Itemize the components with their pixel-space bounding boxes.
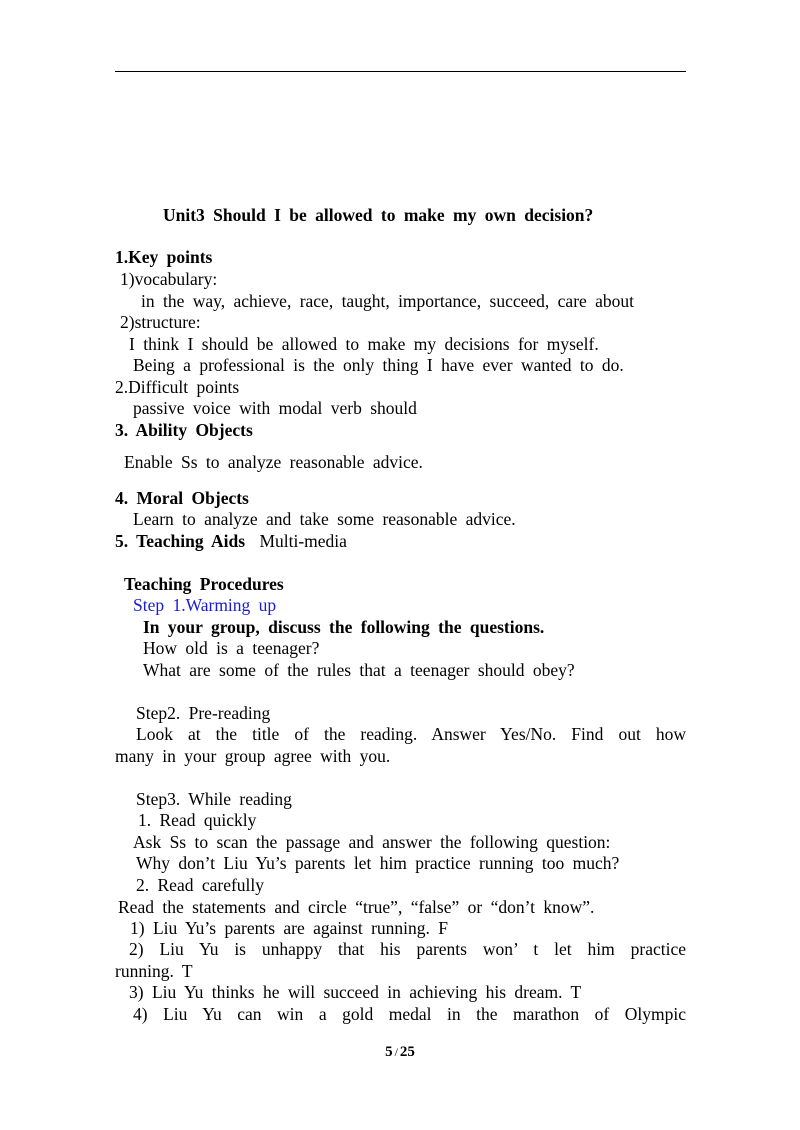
difficult-points-heading: 2.Difficult points: [115, 377, 240, 397]
step2-line-1: Look at the title of the reading. Answer Yes/No. Find out how: [136, 724, 686, 744]
step3-title: Step3. While reading: [136, 789, 292, 809]
structure-line-1: I think I should be allowed to make my decisions for myself.: [129, 334, 599, 354]
step3-read-carefully: 2. Read carefully: [136, 875, 265, 895]
step1-question-1: How old is a teenager?: [143, 638, 320, 658]
step1-title: Step 1.Warming up: [133, 595, 277, 615]
step3-read-quickly-question: Why don’t Liu Yu’s parents let him practice running too much?: [136, 853, 620, 873]
page-current: 5: [385, 1044, 393, 1060]
key-points-heading: 1.Key points: [115, 247, 213, 267]
page-title: Unit3 Should I be allowed to make my own decision?: [163, 205, 594, 225]
step3-read-carefully-text: Read the statements and circle “true”, “false” or “don’t know”.: [118, 897, 595, 917]
moral-objects-heading: 4. Moral Objects: [115, 488, 249, 508]
statement-2-line-1: 2) Liu Yu is unhappy that his parents won’ t let him practice: [129, 939, 686, 959]
procedures-heading: Teaching Procedures: [124, 574, 284, 594]
vocabulary-text: in the way, achieve, race, taught, importance, succeed, care about: [141, 291, 635, 311]
step3-read-quickly: 1. Read quickly: [138, 810, 257, 830]
statement-3: 3) Liu Yu thinks he will succeed in achieving his dream. T: [129, 982, 582, 1002]
difficult-points-text: passive voice with modal verb should: [133, 398, 417, 418]
structure-label: 2)structure:: [120, 312, 201, 332]
vocabulary-label: 1)vocabulary:: [120, 269, 218, 289]
statement-1: 1) Liu Yu’s parents are against running. F: [130, 918, 448, 938]
moral-objects-text: Learn to analyze and take some reasonable advice.: [133, 509, 516, 529]
step1-question-2: What are some of the rules that a teenager should obey?: [143, 660, 575, 680]
teaching-aids-line: [115, 530, 347, 552]
page-total: 25: [399, 1044, 415, 1060]
teaching-aids-heading: 5. Teaching Aids: [115, 531, 246, 551]
page-separator: /: [394, 1045, 398, 1059]
ability-objects-heading: 3. Ability Objects: [115, 420, 253, 440]
ability-objects-text: Enable Ss to analyze reasonable advice.: [124, 452, 423, 472]
page-number: [0, 1044, 800, 1061]
step2-title: Step2. Pre-reading: [136, 703, 271, 723]
teaching-aids-value: Multi-media: [259, 531, 347, 551]
header-rule: [115, 71, 686, 72]
structure-line-2: Being a professional is the only thing I have ever wanted to do.: [133, 355, 624, 375]
statement-4: 4) Liu Yu can win a gold medal in the marathon of Olympic: [133, 1004, 686, 1024]
step1-instruction: In your group, discuss the following the questions.: [143, 617, 545, 637]
step2-line-2: many in your group agree with you.: [115, 746, 391, 766]
statement-2-line-2: running. T: [115, 961, 193, 981]
step3-read-quickly-text: Ask Ss to scan the passage and answer the following question:: [133, 832, 611, 852]
